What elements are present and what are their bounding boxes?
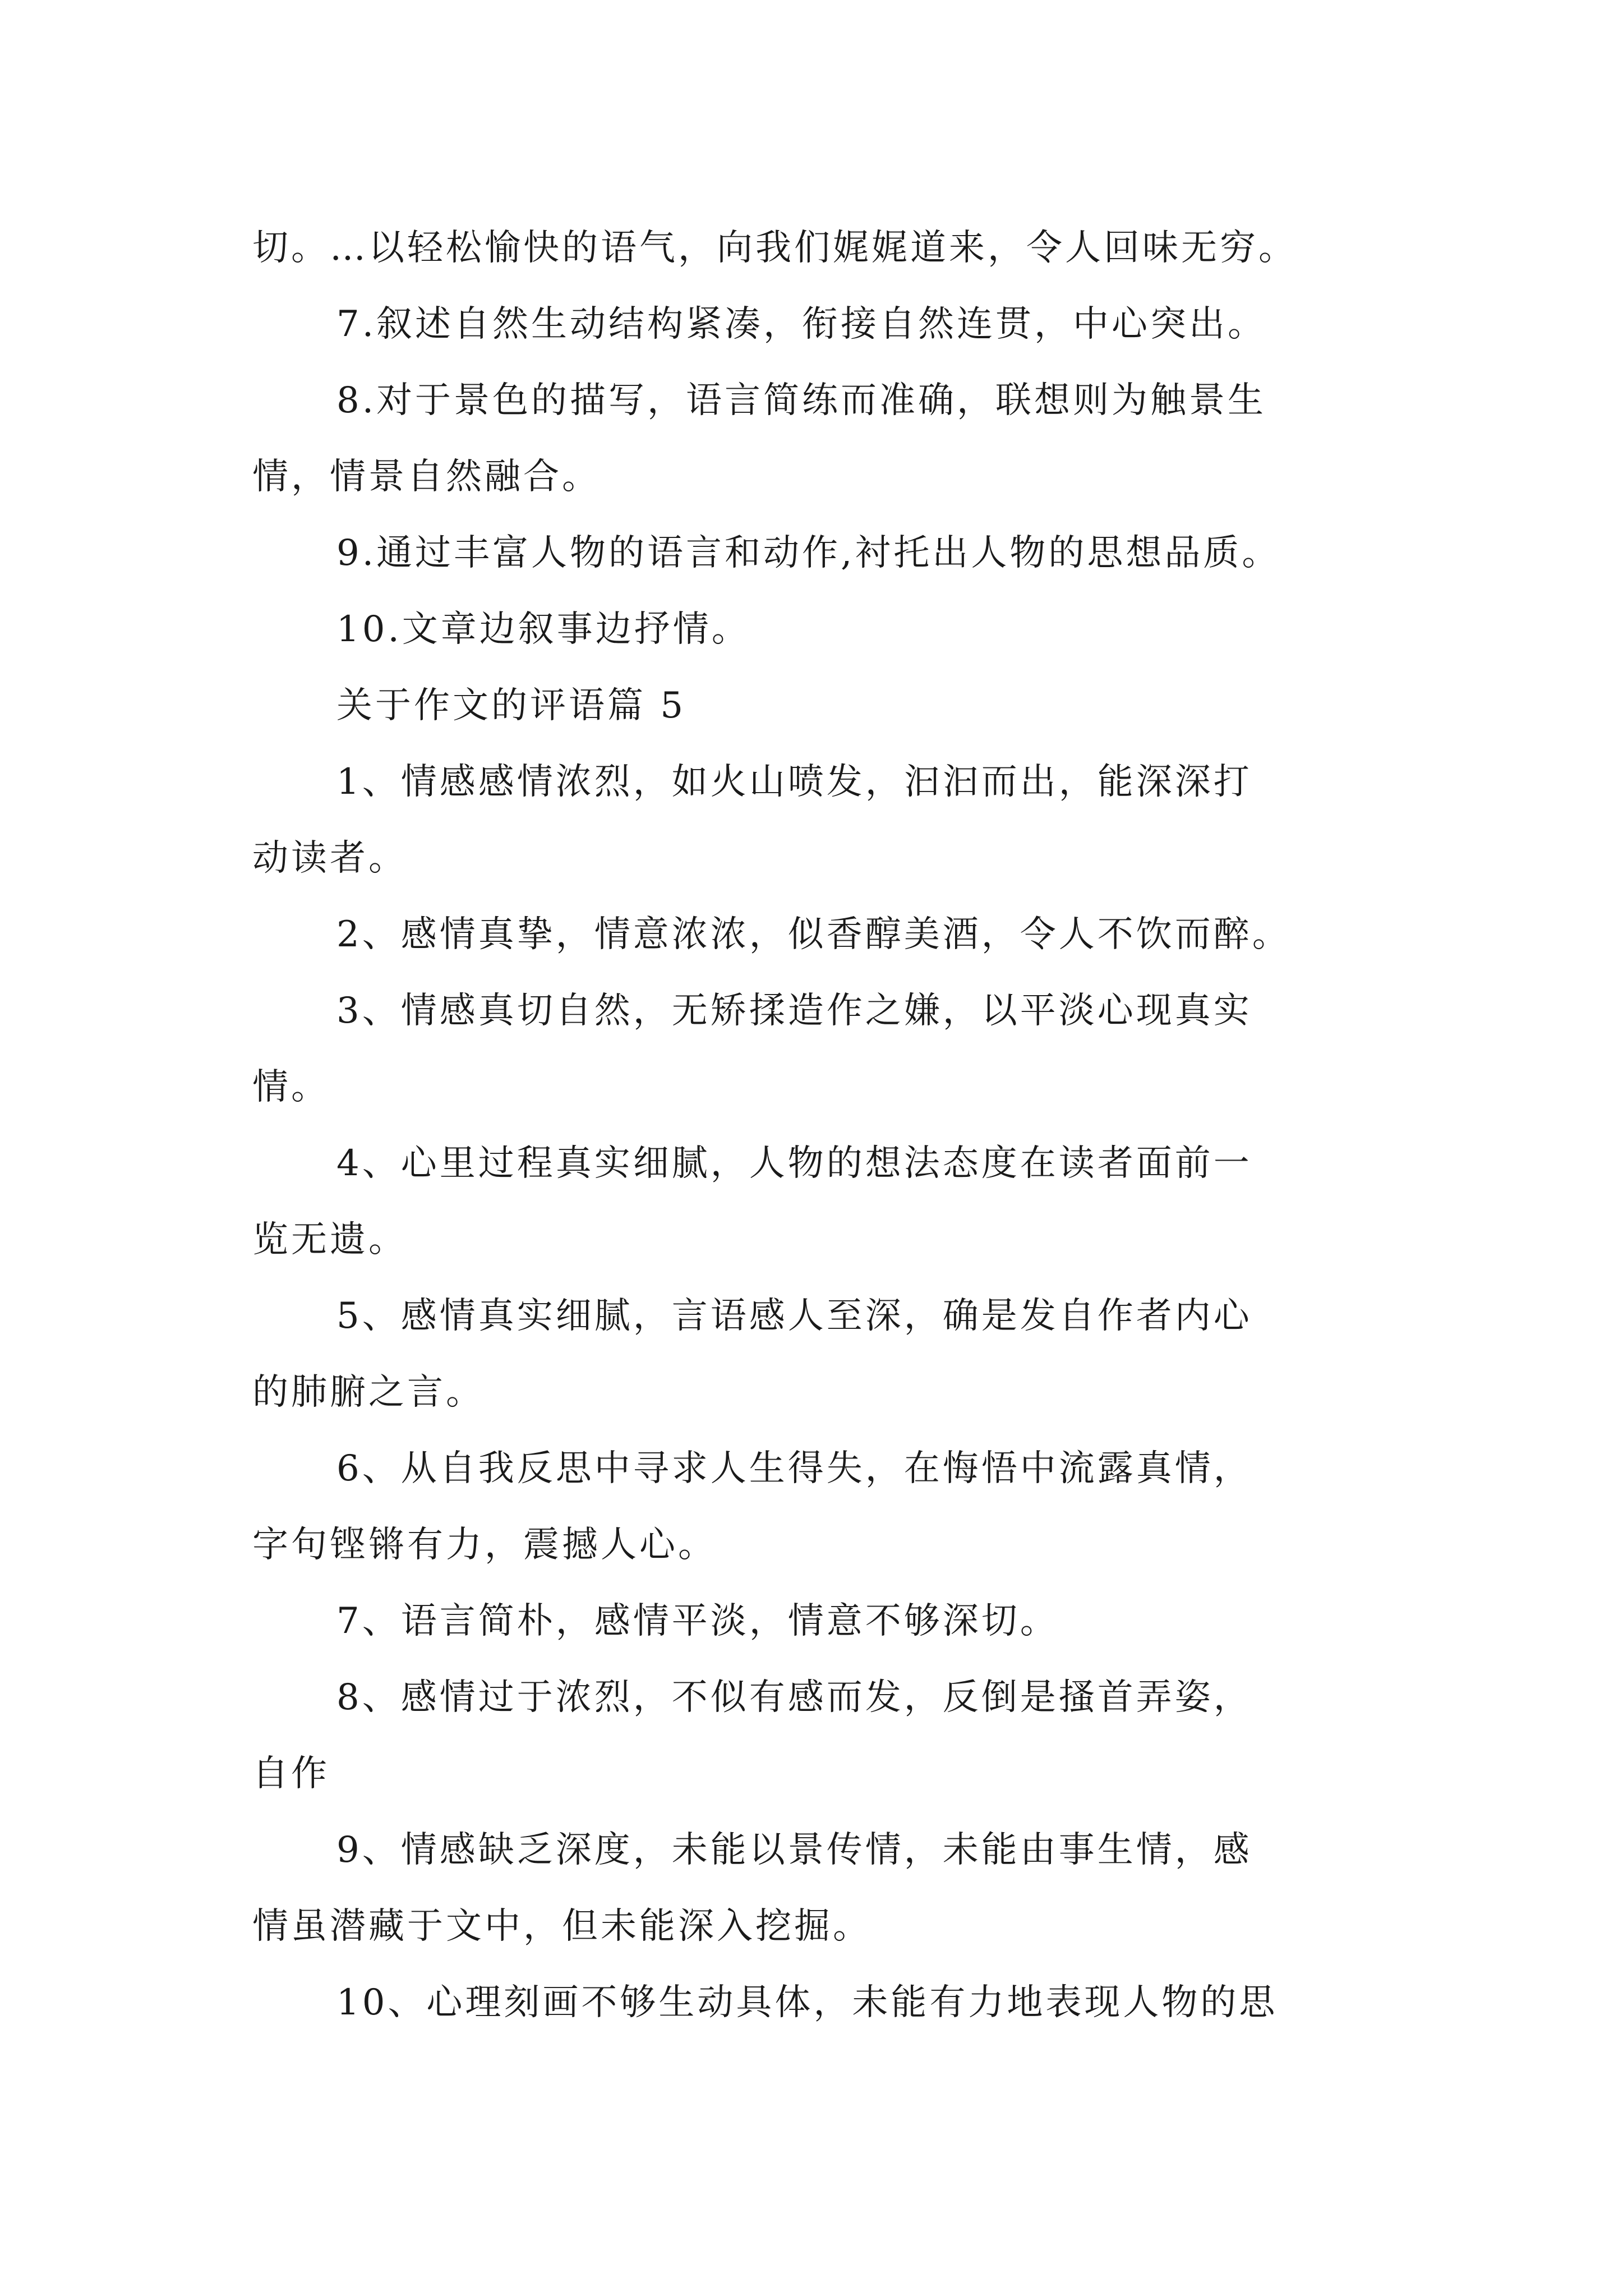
text-line: 情。 <box>252 1066 330 1108</box>
text-line: 自作 <box>252 1753 330 1795</box>
text-line: 3、情感真切自然，无矫揉造作之嫌，以平淡心现真实 <box>336 990 1252 1032</box>
section-heading: 关于作文的评语篇 5 <box>336 685 686 726</box>
text-line: 9.通过丰富人物的语言和动作,衬托出人物的思想品质。 <box>336 532 1281 574</box>
text-line: 6、从自我反思中寻求人生得失，在悔悟中流露真情， <box>336 1448 1252 1489</box>
text-line: 5、感情真实细腻，言语感人至深，确是发自作者内心 <box>336 1295 1252 1337</box>
text-line: 8、感情过于浓烈，不似有感而发，反倒是搔首弄姿， <box>336 1677 1252 1718</box>
text-line: 7、语言简朴，感情平淡，情意不够深切。 <box>336 1600 1059 1642</box>
text-line: 览无遗。 <box>252 1219 407 1260</box>
text-line: 字句铿锵有力，震撼人心。 <box>252 1524 717 1566</box>
text-line: 切。…以轻松愉快的语气，向我们娓娓道来，令人回味无穷。 <box>252 227 1297 269</box>
text-line: 的肺腑之言。 <box>252 1372 485 1413</box>
text-line: 8.对于景色的描写，语言简练而准确，联想则为触景生 <box>336 380 1267 421</box>
text-line: 7.叙述自然生动结构紧凑，衔接自然连贯，中心突出。 <box>336 303 1267 345</box>
text-line: 2、感情真挚，情意浓浓，似香醇美酒，令人不饮而醉。 <box>336 914 1291 955</box>
text-line: 情虽潜藏于文中，但未能深入挖掘。 <box>252 1906 872 1947</box>
text-line: 4、心里过程真实细腻，人物的想法态度在读者面前一 <box>336 1143 1252 1184</box>
text-line: 9、情感缺乏深度，未能以景传情，未能由事生情，感 <box>336 1829 1252 1871</box>
text-line: 情，情景自然融合。 <box>252 456 601 498</box>
text-line: 动读者。 <box>252 838 407 879</box>
text-line: 1、情感感情浓烈，如火山喷发，汩汩而出，能深深打 <box>336 761 1252 803</box>
text-line: 10、心理刻画不够生动具体，未能有力地表现人物的思 <box>336 1982 1278 2023</box>
text-line: 10.文章边叙事边抒情。 <box>336 609 750 650</box>
